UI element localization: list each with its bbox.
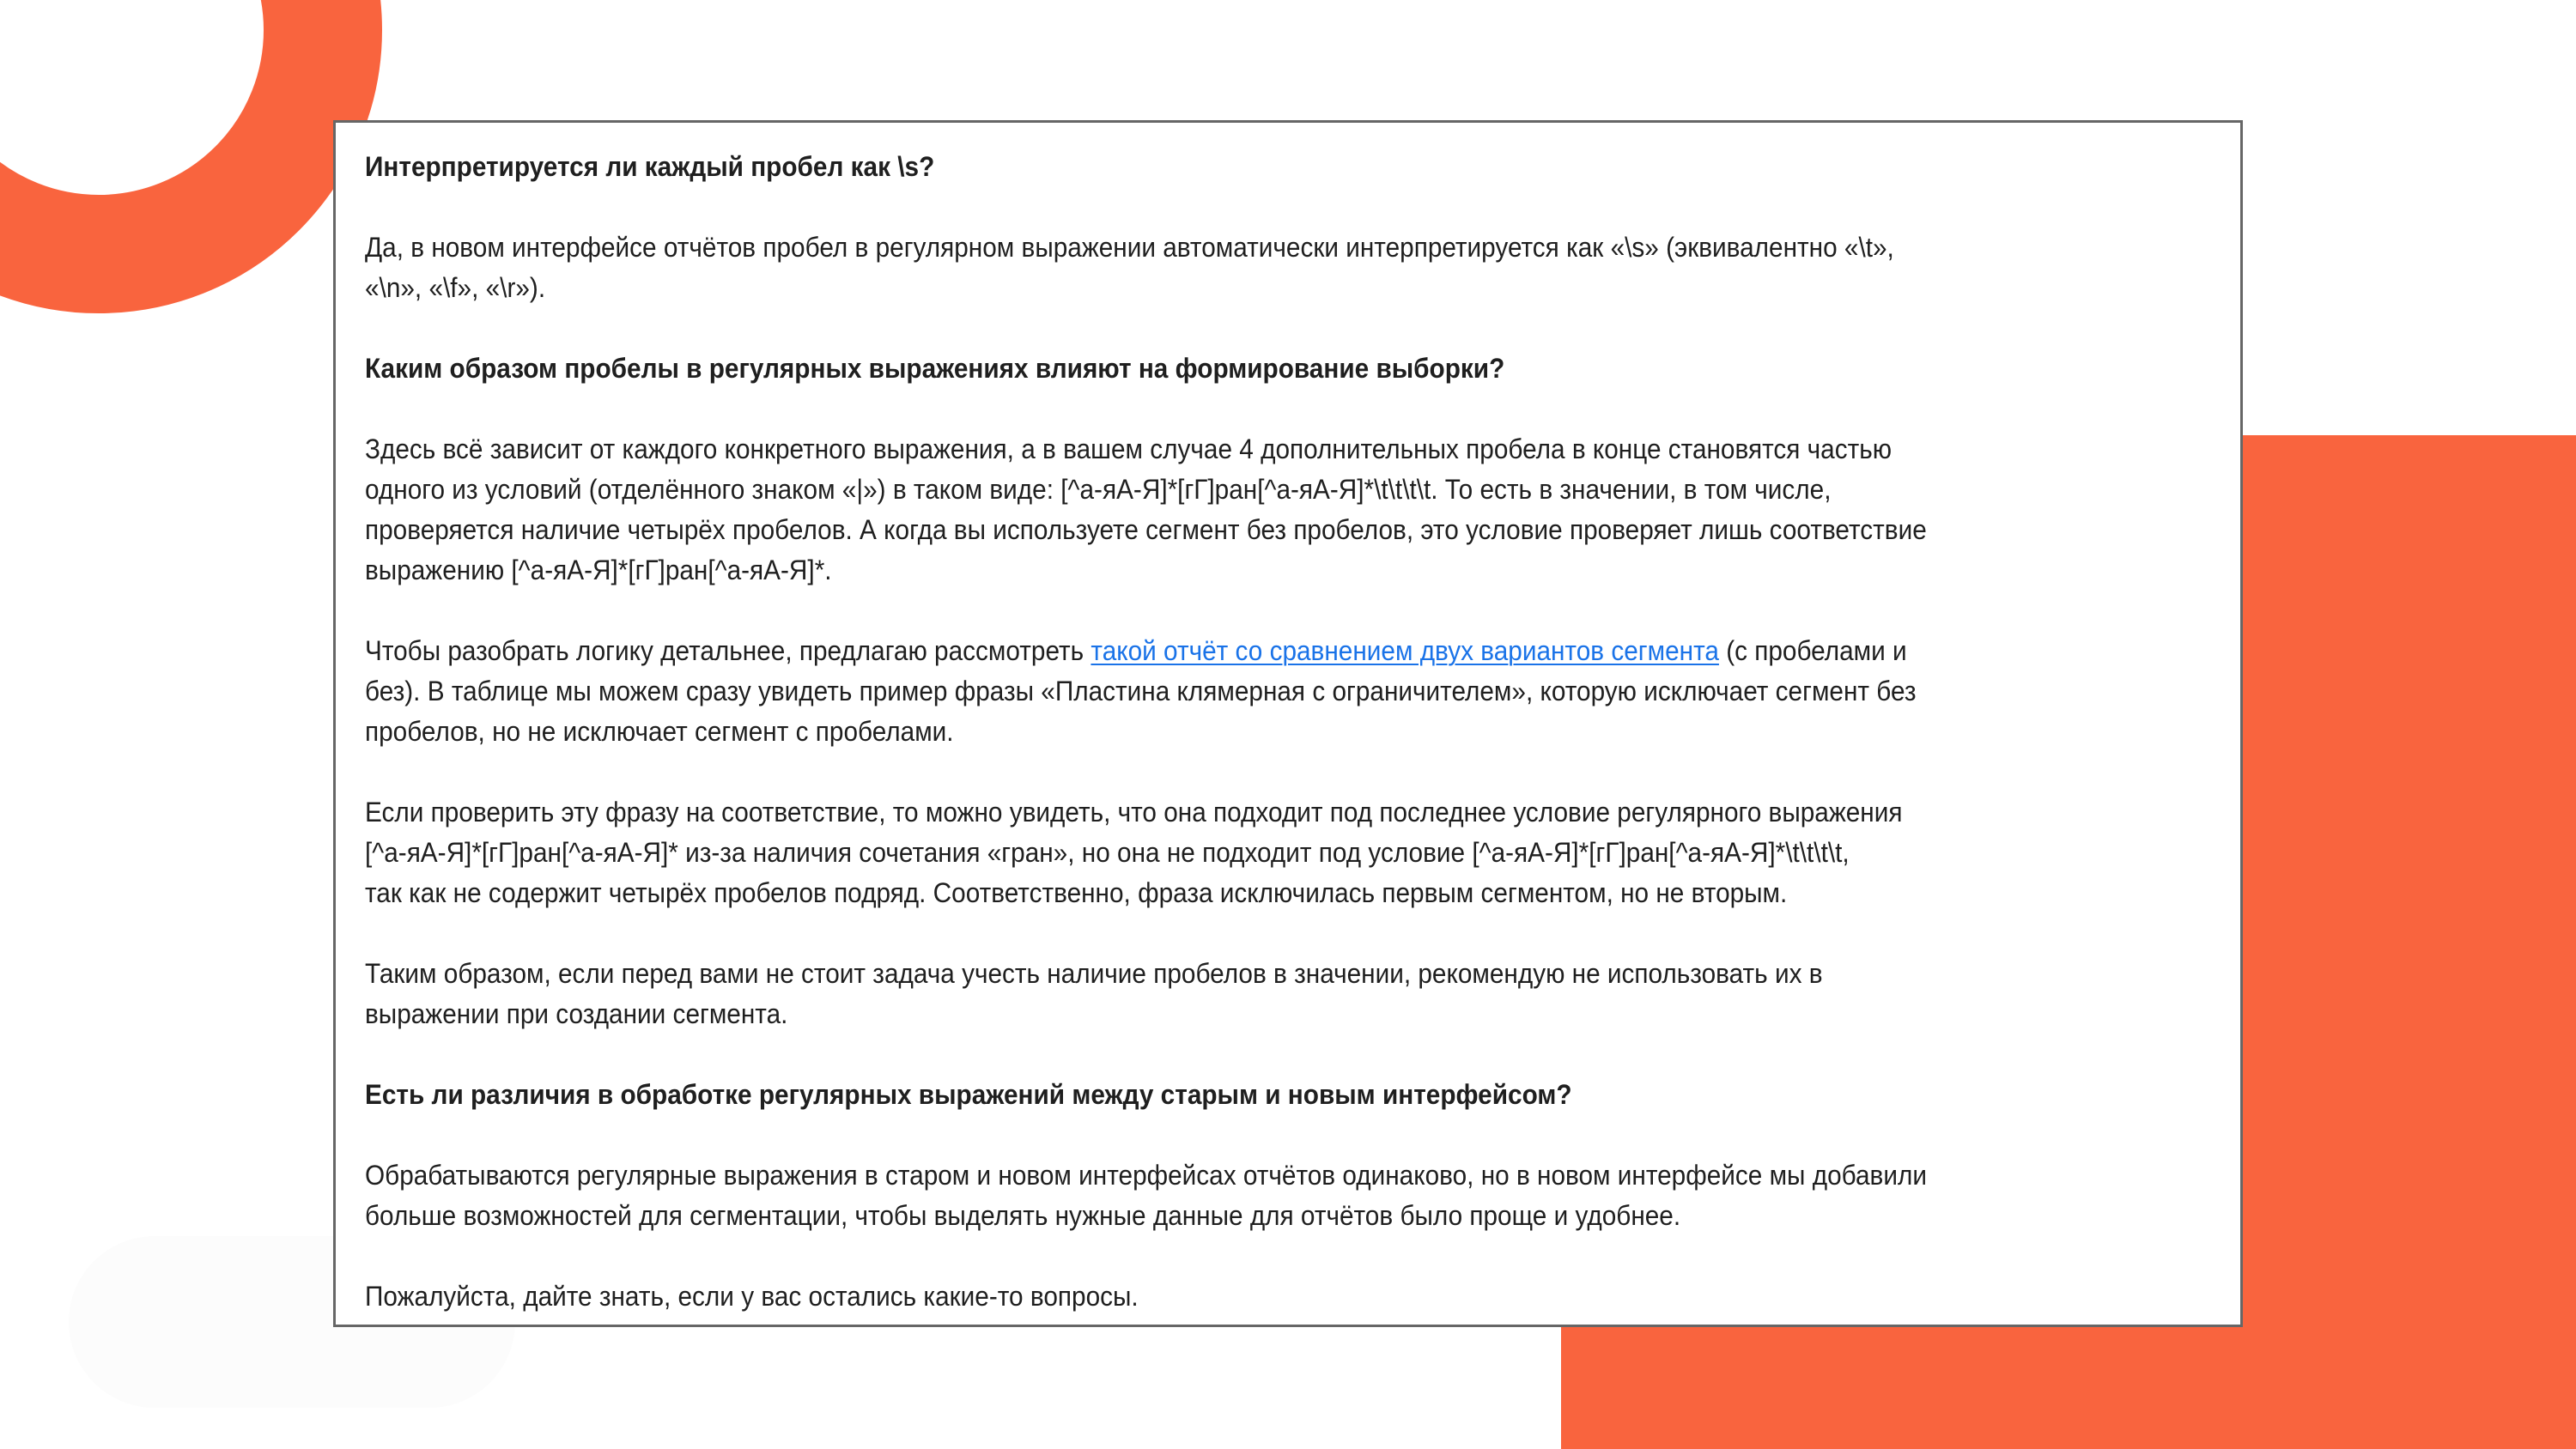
comparison-report-link[interactable]: такой отчёт со сравнением двух вариантов сегмента (1091, 635, 1719, 666)
paragraph-line: одного из условий (отделённого знаком «|») в таком виде: [^а-яА-Я]*[гГ]ран[^а-яА-Я]*\t\t\t\t. То есть в значении, в том числе, (365, 474, 1832, 505)
answer-paragraph-recommendation (365, 954, 2082, 1034)
answer-paragraph-report-link (365, 631, 2082, 752)
question-heading-interfaces (365, 1075, 2082, 1115)
message-card (333, 120, 2243, 1327)
paragraph-line: Таким образом, если перед вами не стоит задача учесть наличие пробелов в значении, рекомендую не использовать их в (365, 958, 1823, 989)
question-heading-spaces (365, 147, 2082, 187)
answer-paragraph-spaces (365, 227, 2082, 308)
paragraph-line: выражению [^а-яА-Я]*[гГ]ран[^а-яА-Я]*. (365, 555, 832, 585)
heading-text: Каким образом пробелы в регулярных выражениях влияют на формирование выборки? (365, 353, 1505, 384)
decorative-ring (0, 0, 382, 313)
paragraph-line: Да, в новом интерфейсе отчётов пробел в регулярном выражении автоматически интерпретируется как «\s» (эквивалентно «\t», (365, 232, 1894, 263)
paragraph-line: пробелов, но не исключает сегмент с пробелами. (365, 716, 954, 747)
paragraph-line: Если проверить эту фразу на соответствие, то можно увидеть, что она подходит под последнее условие регулярного выражения (365, 797, 1903, 828)
paragraph-line: выражении при создании сегмента. (365, 998, 788, 1029)
text-before-link: Чтобы разобрать логику детальнее, предлагаю рассмотреть (365, 635, 1091, 666)
closing-paragraph (365, 1276, 2082, 1317)
text-after-link: (с пробелами и (1718, 635, 1907, 666)
paragraph-line: больше возможностей для сегментации, чтобы выделять нужные данные для отчётов было проще и удобнее. (365, 1200, 1681, 1231)
paragraph-line: Пожалуйста, дайте знать, если у вас остались какие-то вопросы. (365, 1281, 1139, 1312)
paragraph-line: [^а-яА-Я]*[гГ]ран[^а-яА-Я]* из-за наличия сочетания «гран», но она не подходит под условие [^а-яА-Я]*[гГ]ран[^а-яА-Я]*\t\t\t\t, (365, 837, 1850, 868)
paragraph-line: так как не содержит четырёх пробелов подряд. Соответственно, фраза исключилась первым сегментом, но не вторым. (365, 877, 1788, 908)
answer-paragraph-phrase-check (365, 792, 2082, 913)
heading-text: Интерпретируется ли каждый пробел как \s? (365, 151, 935, 182)
heading-text: Есть ли различия в обработке регулярных выражений между старым и новым интерфейсом? (365, 1079, 1572, 1110)
answer-paragraph-interfaces (365, 1155, 2082, 1236)
paragraph-line: Обрабатываются регулярные выражения в старом и новом интерфейсах отчётов одинаково, но в новом интерфейсе мы добавили (365, 1160, 1927, 1191)
paragraph-line: без). В таблице мы можем сразу увидеть пример фразы «Пластина клямерная с ограничителем», которую исключает сегмент без (365, 676, 1917, 706)
paragraph-line: проверяется наличие четырёх пробелов. А когда вы используете сегмент без пробелов, это условие проверяет лишь соответствие (365, 514, 1927, 545)
paragraph-line: «\n», «\f», «\r»). (365, 272, 546, 303)
answer-paragraph-conditions (365, 429, 2082, 591)
paragraph-line: Здесь всё зависит от каждого конкретного выражения, а в вашем случае 4 дополнительных пробела в конце становятся частью (365, 433, 1893, 464)
paragraph-line (365, 631, 2082, 671)
question-heading-sampling (365, 349, 2082, 389)
